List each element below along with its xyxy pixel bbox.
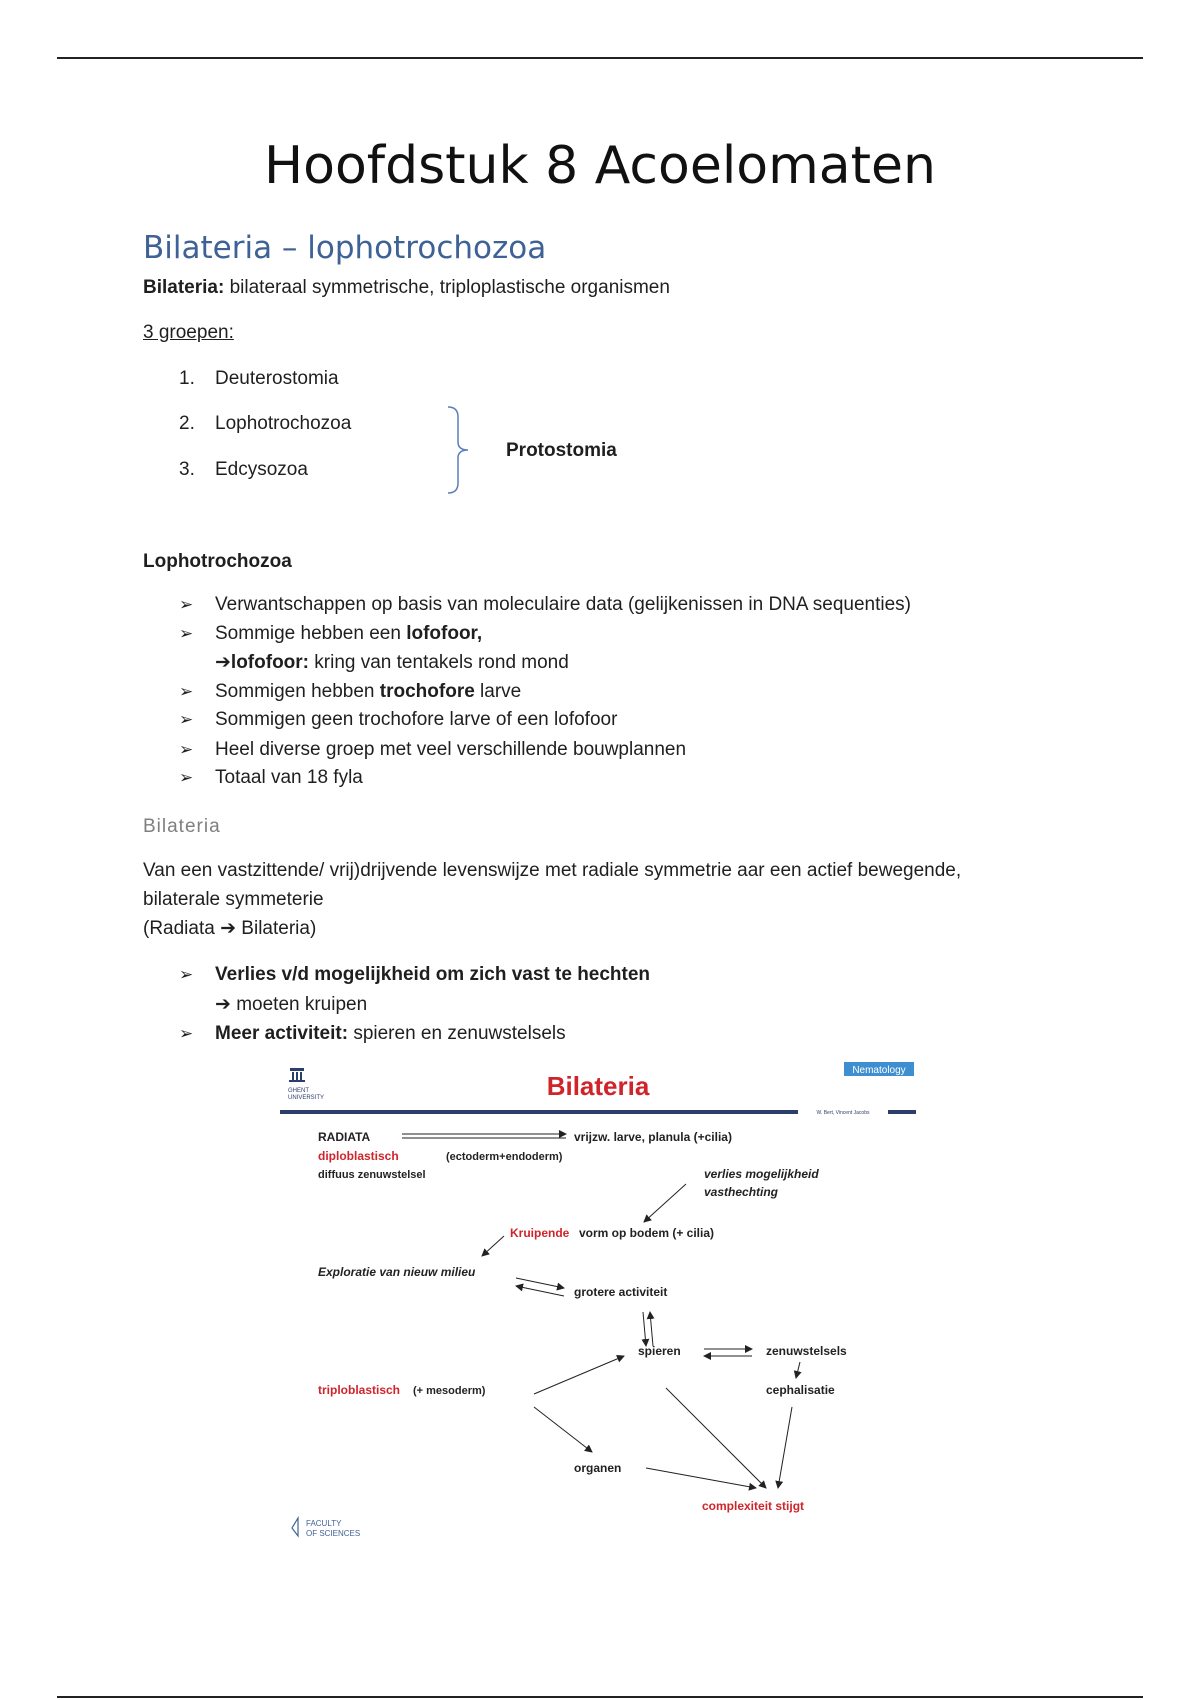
list-item <box>179 594 911 616</box>
node-diffuus: diffuus zenuwstelsel <box>318 1169 426 1181</box>
node-exploratie: Exploratie van nieuw milieu <box>318 1265 476 1279</box>
bullet-arrow-icon: ➢ <box>179 1024 194 1043</box>
section-heading: Bilateria – lophotrochozoa <box>143 230 547 266</box>
group-number: 1. <box>179 368 195 389</box>
node-radiata: RADIATA <box>318 1130 371 1144</box>
paragraph-text: Bilateria) <box>236 918 317 939</box>
list-item-bold: Verlies v/d mogelijkheid om zich vast te hechten <box>215 964 651 985</box>
group-label: Edcysozoa <box>215 459 308 480</box>
bullet-arrow-icon: ➢ <box>179 624 194 643</box>
node-diplo: diploblastisch <box>318 1149 399 1163</box>
node-tripl-red: triploblastisch <box>318 1383 401 1397</box>
node-kruip-rest: vorm op bodem (+ cilia) <box>579 1226 715 1240</box>
list-item-text: Sommigen hebben <box>215 681 380 702</box>
brace-label: Protostomia <box>506 440 617 461</box>
list-item <box>179 964 650 986</box>
paragraph-line <box>143 918 316 941</box>
node-organen: organen <box>574 1461 622 1475</box>
bullet-arrow-icon: ➢ <box>179 710 194 729</box>
bullet-arrow-icon: ➢ <box>179 740 194 759</box>
list-item <box>179 681 521 703</box>
paragraph-line: Van een vastzittende/ vrij)drijvende levenswijze met radiale symmetrie aar een actief bewegende, <box>143 860 962 881</box>
list-item-text: spieren en zenuwstelsels <box>348 1023 566 1044</box>
list-item <box>179 1023 566 1045</box>
list-item-bold: lofofoor, <box>406 623 483 644</box>
slide-title: Bilateria <box>546 1071 650 1101</box>
group-item <box>179 413 351 435</box>
node-spieren: spieren <box>638 1344 681 1358</box>
university-logo-icon <box>288 1068 324 1101</box>
list-item-bold: Meer activiteit: <box>215 1023 349 1044</box>
group-label: Lophotrochozoa <box>215 413 352 434</box>
bullet-arrow-icon: ➢ <box>179 965 194 984</box>
slide-author: W. Bert, Vincent Jacobs <box>816 1110 870 1116</box>
list-item-text: Sommige hebben een <box>215 623 407 644</box>
footer-rule <box>57 1696 1143 1698</box>
node-zenuw: zenuwstelsels <box>766 1344 847 1358</box>
badge-label: Nematology <box>852 1065 906 1076</box>
node-activiteit: grotere activiteit <box>574 1285 668 1299</box>
bullet-arrow-icon: ➢ <box>179 595 194 614</box>
definition-text: bilateraal symmetrische, triploplastische organismen <box>224 277 670 298</box>
list-item <box>179 767 363 789</box>
group-number: 2. <box>179 413 195 434</box>
bilateria-heading: Bilateria <box>143 816 221 837</box>
arrow-right-icon: ➔ <box>220 918 237 939</box>
logo-text-2: UNIVERSITY <box>288 1095 325 1101</box>
logo-text-1: GHENT <box>288 1088 309 1094</box>
group-item <box>179 459 308 481</box>
list-subitem-bold: lofofoor: <box>230 652 309 673</box>
faculty-text-1: FACULTY <box>306 1519 342 1528</box>
paragraph-line: bilaterale symmeterie <box>143 889 324 910</box>
group-item <box>179 368 339 390</box>
faculty-logo-icon <box>292 1518 360 1538</box>
node-complex: complexiteit stijgt <box>702 1499 805 1513</box>
list-subitem <box>215 651 569 674</box>
definition-term: Bilateria: <box>143 277 225 298</box>
list-subitem-text: kring van tentakels rond mond <box>309 652 569 673</box>
list-item-text: Sommigen geen trochofore larve of een lofofoor <box>215 709 618 730</box>
page-title: Hoofdstuk 8 Acoelomaten <box>264 136 936 196</box>
list-item <box>179 623 482 645</box>
lopho-heading: Lophotrochozoa <box>143 551 292 572</box>
node-ecto: (ectoderm+endoderm) <box>446 1151 563 1163</box>
node-kruip-red: Kruipende <box>510 1226 570 1240</box>
node-larve: vrijzw. larve, planula (+cilia) <box>574 1130 732 1144</box>
bullet-arrow-icon: ➢ <box>179 768 194 787</box>
definition-line <box>143 277 670 300</box>
bilateria-slide <box>276 1050 920 1550</box>
node-verlies-2: vasthechting <box>704 1185 779 1199</box>
paragraph-text: (Radiata <box>143 918 221 939</box>
list-item <box>179 709 617 731</box>
node-cephal: cephalisatie <box>766 1383 835 1397</box>
groups-label: 3 groepen: <box>143 322 234 343</box>
list-subitem <box>215 993 367 1016</box>
arrow-right-icon: ➔ <box>215 994 231 1015</box>
right-brace-icon <box>446 405 476 495</box>
list-subitem-text: moeten kruipen <box>230 994 368 1015</box>
list-item-text: Verwantschappen op basis van moleculaire data (gelijkenissen in DNA sequenties) <box>215 594 912 615</box>
group-label: Deuterostomia <box>215 368 339 389</box>
list-item <box>179 739 686 761</box>
header-rule <box>57 57 1143 59</box>
node-verlies-1: verlies mogelijkheid <box>704 1167 819 1181</box>
list-item-bold: trochofore <box>379 681 475 702</box>
list-item-text: Totaal van 18 fyla <box>215 767 363 788</box>
faculty-text-2: OF SCIENCES <box>306 1529 361 1538</box>
node-tripl-rest: (+ mesoderm) <box>413 1385 486 1397</box>
arrow-right-icon: ➔ <box>215 652 231 673</box>
group-number: 3. <box>179 459 195 480</box>
list-item-text: larve <box>474 681 522 702</box>
bullet-arrow-icon: ➢ <box>179 682 194 701</box>
list-item-text: Heel diverse groep met veel verschillende bouwplannen <box>215 739 687 760</box>
